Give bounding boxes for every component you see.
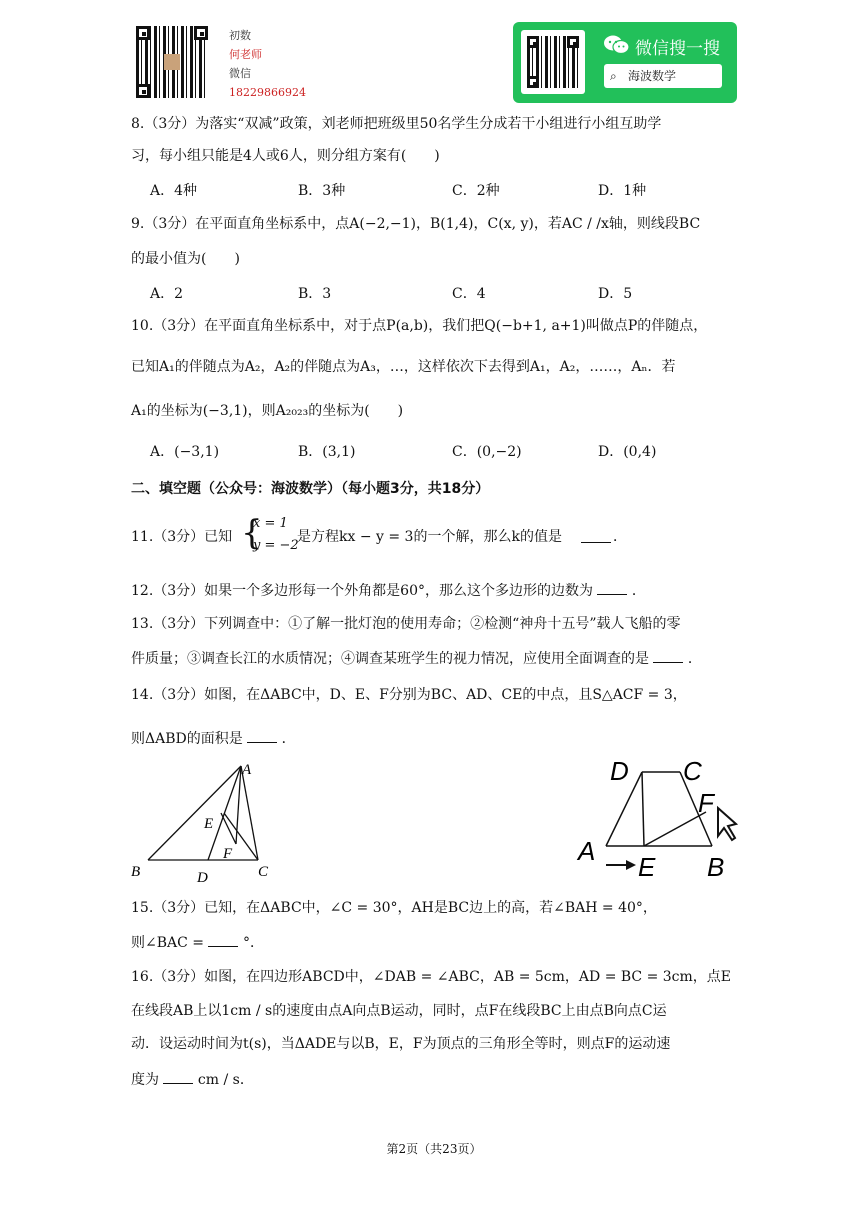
figure-triangle xyxy=(128,758,288,888)
q11-prefix: 11.（3分）已知 xyxy=(131,529,233,545)
q13-answer-blank[interactable] xyxy=(653,648,683,663)
qr-code-banner-bg xyxy=(521,30,585,94)
cursor-arrow-icon xyxy=(718,808,736,840)
fig1-label-c: C xyxy=(258,864,269,880)
q10-line-1: 10.（3分）在平面直角坐标系中，对于点P(a,b)，我们把Q(−b+1, a+1)叫做点P的伴随点， xyxy=(131,318,708,334)
q8-option-b[interactable]: B．3种 xyxy=(298,183,346,199)
fig2-label-c: C xyxy=(683,756,702,786)
q14-line-2 xyxy=(131,728,296,749)
q16-line-4-prefix: 度为 xyxy=(131,1072,159,1088)
search-box[interactable] xyxy=(604,64,722,88)
qr-code-left xyxy=(136,26,208,98)
search-icon: ⌕ xyxy=(610,69,617,83)
q11-suffix: 是方程kx − y = 3的一个解，那么k的值是 xyxy=(297,529,562,545)
q13-end: ． xyxy=(687,651,702,667)
q14-end: ． xyxy=(281,731,296,747)
q12-end: ． xyxy=(631,583,646,599)
avatar xyxy=(164,54,180,70)
q9-option-a[interactable]: A．2 xyxy=(150,286,184,302)
teacher-line-2: 何老师 xyxy=(229,48,262,61)
q16-line-4 xyxy=(131,1069,254,1090)
teacher-line-1: 初数 xyxy=(229,29,251,42)
q13-line-2-text: 件质量；③调查长江的水质情况；④调查某班学生的视力情况，应使用全面调查的是 xyxy=(131,651,649,667)
q10-option-b[interactable]: B．(3,1) xyxy=(298,444,356,460)
q8-line-1: 8.（3分）为落实“双减”政策，刘老师把班级里50名学生分成若干小组进行小组互助学 xyxy=(131,116,662,132)
fig1-label-d: D xyxy=(197,870,208,886)
q14-answer-blank[interactable] xyxy=(247,728,277,743)
q13-line-2 xyxy=(131,648,702,669)
q8-line-2: 习，每小组只能是4人或6人，则分组方案有( ) xyxy=(131,148,440,164)
q11-brace: { xyxy=(241,513,263,553)
q10-option-c[interactable]: C．(0,−2) xyxy=(452,444,522,460)
fig2-label-a: A xyxy=(578,836,596,866)
fig1-label-e: E xyxy=(204,816,214,832)
search-text: 海波数学 xyxy=(628,69,677,83)
q10-line-3: A₁的坐标为(−3,1)，则A₂₀₂₃的坐标为( ) xyxy=(131,403,404,419)
q9-line-1: 9.（3分）在平面直角坐标系中，点A(−2,−1)，B(1,4)，C(x, y)，若AC / /x轴，则线段BC xyxy=(131,216,701,232)
q15-answer-blank[interactable] xyxy=(208,932,238,947)
q11-sys-2: y = −2 xyxy=(253,538,299,553)
teacher-phone: 18229866924 xyxy=(229,86,306,99)
q16-answer-blank[interactable] xyxy=(163,1069,193,1084)
q10-option-d[interactable]: D．(0,4) xyxy=(598,444,657,460)
wechat-search-banner[interactable] xyxy=(513,22,737,103)
q15-line-2-prefix: 则∠BAC = xyxy=(131,935,205,951)
fig2-label-d: D xyxy=(610,756,629,786)
q16-line-1: 16.（3分）如图，在四边形ABCD中，∠DAB = ∠ABC，AB = 5cm，AD = BC = 3cm，点E xyxy=(131,969,732,985)
q10-line-2: 已知A₁的伴随点为A₂，A₂的伴随点为A₃，…，这样依次下去得到A₁，A₂，……，Aₙ．若 xyxy=(131,359,676,375)
q14-line-1: 14.（3分）如图，在ΔABC中，D、E、F分别为BC、AD、CE的中点，且S△ACF = 3， xyxy=(131,687,687,703)
q9-option-c[interactable]: C．4 xyxy=(452,286,486,302)
q11-sys-1: x = 1 xyxy=(253,516,288,531)
fig2-label-e: E xyxy=(638,852,656,882)
q12-text: 12.（3分）如果一个多边形每一个外角都是60°，那么这个多边形的边数为 xyxy=(131,583,593,599)
q8-option-d[interactable]: D．1种 xyxy=(598,183,647,199)
q14-line-2-text: 则ΔABD的面积是 xyxy=(131,731,243,747)
q11-answer-blank[interactable] xyxy=(581,528,611,543)
q12 xyxy=(131,580,646,601)
teacher-line-3: 微信 xyxy=(229,67,251,80)
section-title: 二、填空题（公众号：海波数学）（每小题3分，共18分） xyxy=(131,481,490,497)
q9-option-d[interactable]: D．5 xyxy=(598,286,633,302)
q15-line-2 xyxy=(131,932,264,953)
page-number: 第2页（共23页） xyxy=(386,1142,482,1156)
fig1-label-f: F xyxy=(223,846,233,862)
wechat-icon xyxy=(603,34,631,56)
q16-line-3: 动．设运动时间为t(s)，当ΔADE与以B，E，F为顶点的三角形全等时，则点F的运动速 xyxy=(131,1036,671,1052)
q16-line-2: 在线段AB上以1cm / s的速度由点A向点B运动，同时，点F在线段BC上由点B向点C运 xyxy=(131,1003,667,1019)
q10-option-a[interactable]: A．(−3,1) xyxy=(150,444,220,460)
q13-line-1: 13.（3分）下列调查中：①了解一批灯泡的使用寿命；②检测“神舟十五号”载人飞船的零 xyxy=(131,616,681,632)
fig2-label-b: B xyxy=(707,852,725,882)
q9-option-b[interactable]: B．3 xyxy=(298,286,332,302)
fig2-label-f: F xyxy=(698,788,714,818)
q12-answer-blank[interactable] xyxy=(597,580,627,595)
q16-line-4-suffix: cm / s． xyxy=(197,1072,254,1088)
teacher-info xyxy=(229,26,306,102)
arrow-right-icon xyxy=(606,860,636,870)
q9-line-2: 的最小值为( ) xyxy=(131,251,240,267)
qr-code-right xyxy=(527,36,579,88)
q11-end: ． xyxy=(613,529,627,545)
q8-option-c[interactable]: C．2种 xyxy=(452,183,500,199)
wechat-label: 微信搜一搜 xyxy=(635,39,720,59)
fig1-label-b: B xyxy=(131,864,141,880)
q15-line-2-suffix: °． xyxy=(242,935,264,951)
fig1-label-a: A xyxy=(242,762,252,778)
q15-line-1: 15.（3分）已知，在ΔABC中，∠C = 30°，AH是BC边上的高，若∠BAH = 40°， xyxy=(131,900,657,916)
q8-option-a[interactable]: A．4种 xyxy=(150,183,198,199)
figure-quadrilateral xyxy=(572,752,742,884)
